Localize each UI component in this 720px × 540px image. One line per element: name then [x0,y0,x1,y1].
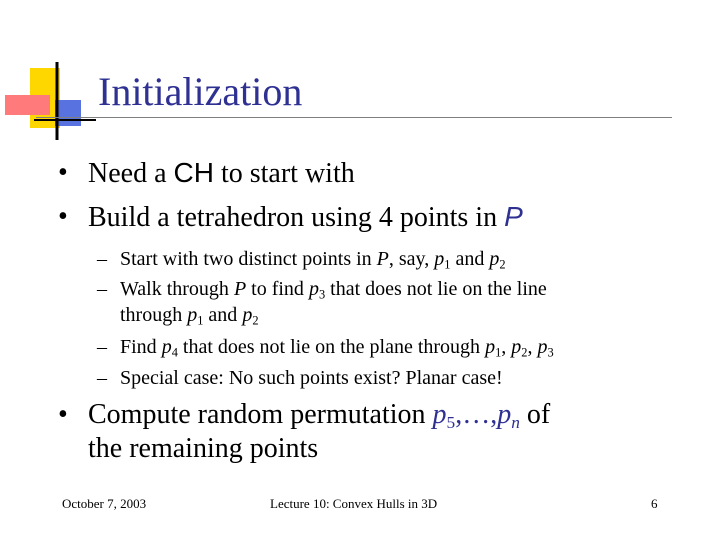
slide-title: Initialization [98,69,303,114]
sub-bullet-text: through $p_1$ and $p_2$ [120,304,259,328]
bullet-dot: • [58,399,68,430]
logo-blue-square [55,100,81,126]
footer-page-number: 6 [651,496,658,511]
bullet-text: Need a CH to start with [88,157,355,189]
bullet-dot: • [58,201,68,232]
sub-bullet-dash: – [97,248,107,270]
bullet-text: Compute random permutation $p_5,\dots,p_n$ of [88,399,551,432]
bullet-text: the remaining points [88,433,319,464]
sub-bullet-text: Walk through P to find $p_3$ that does not lie on the line [120,278,547,302]
sub-bullet-dash: – [97,278,107,300]
footer-lecture-title: Lecture 10: Convex Hulls in 3D [270,496,438,511]
sub-bullet-text: Special case: No such points exist? Planar case! [120,367,503,389]
title-divider [36,117,672,118]
bullet-text: Build a tetrahedron using 4 points in P [88,201,523,233]
bullet-dot: • [58,157,68,188]
sub-bullet-dash: – [97,336,107,358]
sub-bullet-text: Find $p_4$ that does not lie on the plane through $p_1$, $p_2$, $p_3$ [120,336,554,360]
footer-date: October 7, 2003 [62,496,147,511]
logo-red-bar [5,95,50,115]
sub-bullet-dash: – [97,367,107,389]
slide-logo-icon [0,0,100,150]
sub-bullet-text: Start with two distinct points in P, say, $p_1$ and $p_2$ [120,248,506,272]
